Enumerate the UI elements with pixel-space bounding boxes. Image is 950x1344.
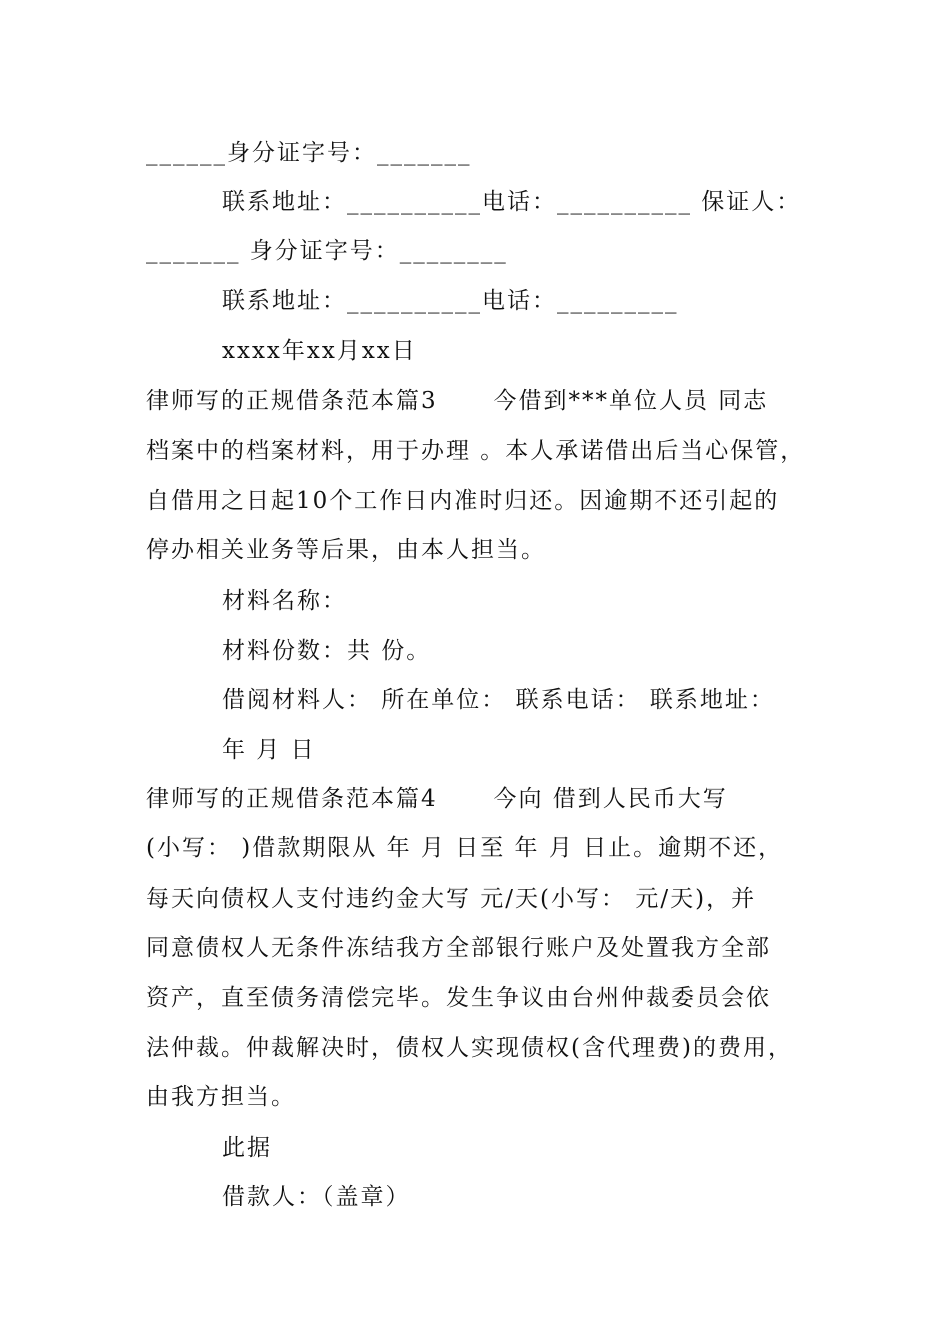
paragraph-line: 停办相关业务等后果，由本人担当。 xyxy=(146,537,546,563)
sample-3-heading-line: 律师写的正规借条范本篇3 今借到***单位人员 同志 xyxy=(146,388,769,414)
guarantor-id-line: ______身分证字号：_______ xyxy=(146,140,472,166)
borrower-seal-line: 借款人：（盖章） xyxy=(222,1184,411,1210)
borrower-info-line: 借阅材料人： 所在单位： 联系电话： 联系地址： xyxy=(222,687,775,713)
date-placeholder-line: 年 月 日 xyxy=(222,737,316,763)
guarantor-id-line-2: _______ 身分证字号：________ xyxy=(146,238,508,264)
material-count-line: 材料份数：共 份。 xyxy=(222,638,432,664)
as-proof-line: 此据 xyxy=(222,1135,272,1161)
paragraph-line: 档案中的档案材料，用于办理 。本人承诺借出后当心保管， xyxy=(146,438,806,464)
paragraph-line: 由我方担当。 xyxy=(146,1084,296,1110)
paragraph-line: 每天向债权人支付违约金大写 元/天(小写： 元/天)，并 xyxy=(146,886,757,912)
material-name-line: 材料名称： xyxy=(222,588,347,614)
paragraph-line: (小写： )借款期限从 年 月 日至 年 月 日止。逾期不还， xyxy=(146,835,784,861)
paragraph-line: 法仲裁。仲裁解决时，债权人实现债权(含代理费)的费用， xyxy=(146,1035,793,1061)
contact-address-line-2: 联系地址：__________电话：_________ xyxy=(222,288,679,314)
sample-4-heading-line: 律师写的正规借条范本篇4 今向 借到人民币大写 xyxy=(146,786,728,812)
paragraph-line: 同意债权人无条件冻结我方全部银行账户及处置我方全部 xyxy=(146,935,771,961)
paragraph-line: 资产，直至债务清偿完毕。发生争议由台州仲裁委员会依 xyxy=(146,985,771,1011)
paragraph-line: 自借用之日起10个工作日内准时归还。因逾期不还引起的 xyxy=(146,488,780,514)
contact-address-line: 联系地址：__________电话：__________ 保证人： xyxy=(222,189,802,215)
date-line: xxxx年xx月xx日 xyxy=(222,338,417,364)
